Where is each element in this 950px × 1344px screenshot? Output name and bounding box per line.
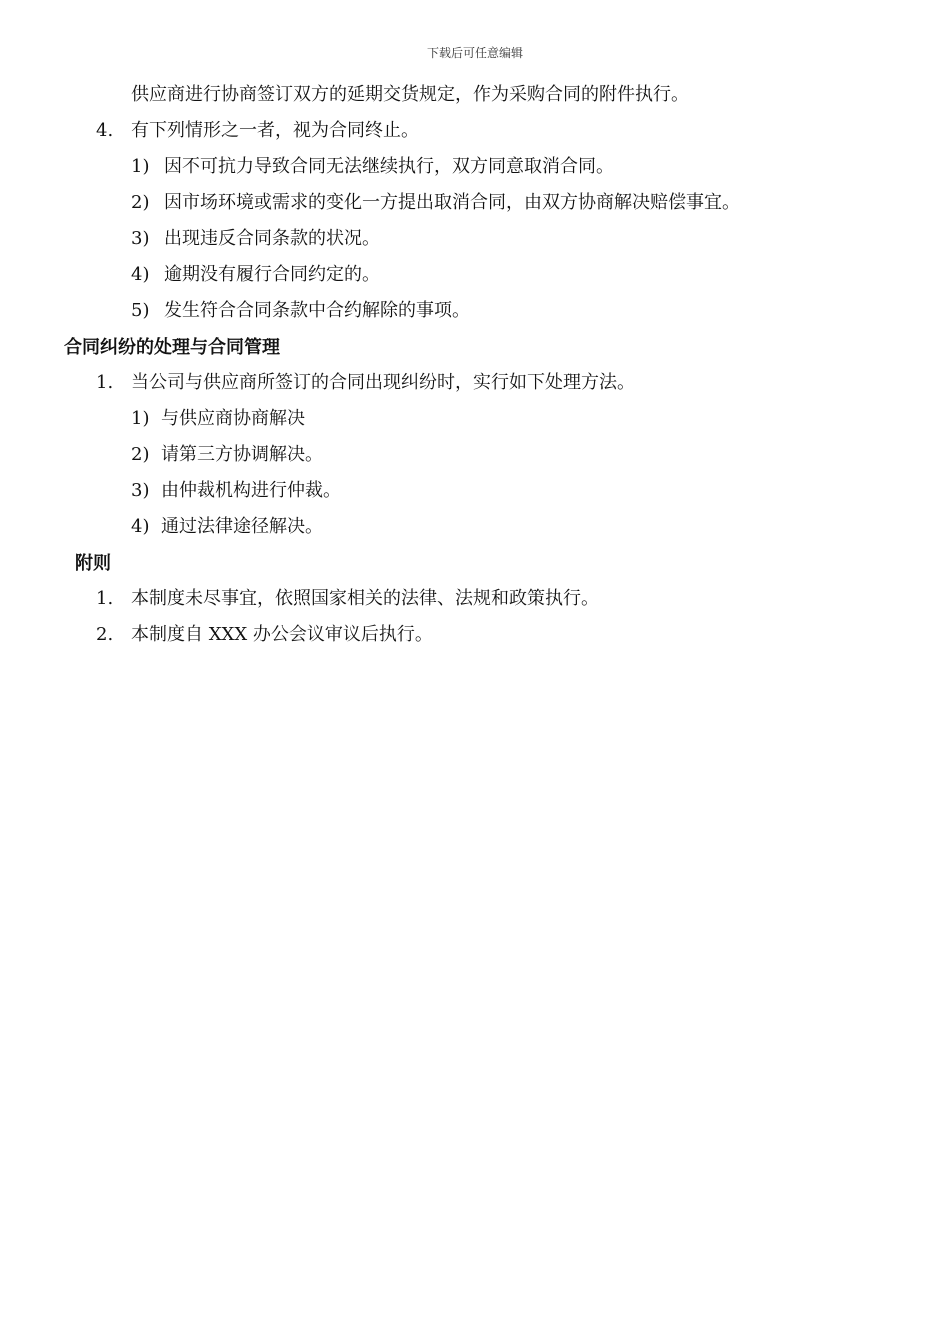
sub-list-number: 2): [131, 192, 150, 213]
list-number: 1.: [96, 588, 114, 609]
sub-list-number: 3): [131, 480, 150, 501]
sub-list-text: 因市场环境或需求的变化一方提出取消合同，由双方协商解决赔偿事宜。: [164, 192, 740, 213]
sub-list-number: 4): [131, 516, 150, 537]
sub-list-text: 请第三方协调解决。: [161, 444, 323, 465]
sub-list-number: 5): [131, 300, 150, 321]
sub-list-number: 3): [131, 228, 150, 249]
sub-list-text: 通过法律途径解决。: [161, 516, 323, 537]
list-text: 有下列情形之一者，视为合同终止。: [131, 120, 419, 141]
list-text: 本制度自 XXX 办公会议审议后执行。: [131, 624, 433, 645]
list-text: 当公司与供应商所签订的合同出现纠纷时，实行如下处理方法。: [131, 372, 635, 393]
page-header: 下载后可任意编辑: [426, 46, 523, 60]
sub-list-text: 出现违反合同条款的状况。: [164, 228, 380, 249]
sub-list-number: 1): [131, 408, 150, 429]
section-heading-appendix: 附则: [75, 553, 111, 574]
sub-list-number: 2): [131, 444, 150, 465]
sub-list-text: 与供应商协商解决: [161, 408, 305, 429]
list-number: 4.: [96, 120, 114, 141]
list-text: 本制度未尽事宜，依照国家相关的法律、法规和政策执行。: [131, 588, 599, 609]
paragraph-text: 供应商进行协商签订双方的延期交货规定，作为采购合同的附件执行。: [131, 84, 689, 105]
sub-list-number: 1): [131, 156, 150, 177]
list-number: 1.: [96, 372, 114, 393]
continuation-paragraph: [131, 84, 689, 106]
list-number: 2.: [96, 624, 114, 645]
section-heading-disputes: 合同纠纷的处理与合同管理: [64, 337, 280, 358]
sub-list-text: 发生符合合同条款中合约解除的事项。: [164, 300, 470, 321]
sub-list-number: 4): [131, 264, 150, 285]
sub-list-text: 由仲裁机构进行仲裁。: [161, 480, 341, 501]
sub-list-text: 逾期没有履行合同约定的。: [164, 264, 380, 285]
sub-list-text: 因不可抗力导致合同无法继续执行，双方同意取消合同。: [164, 156, 614, 177]
